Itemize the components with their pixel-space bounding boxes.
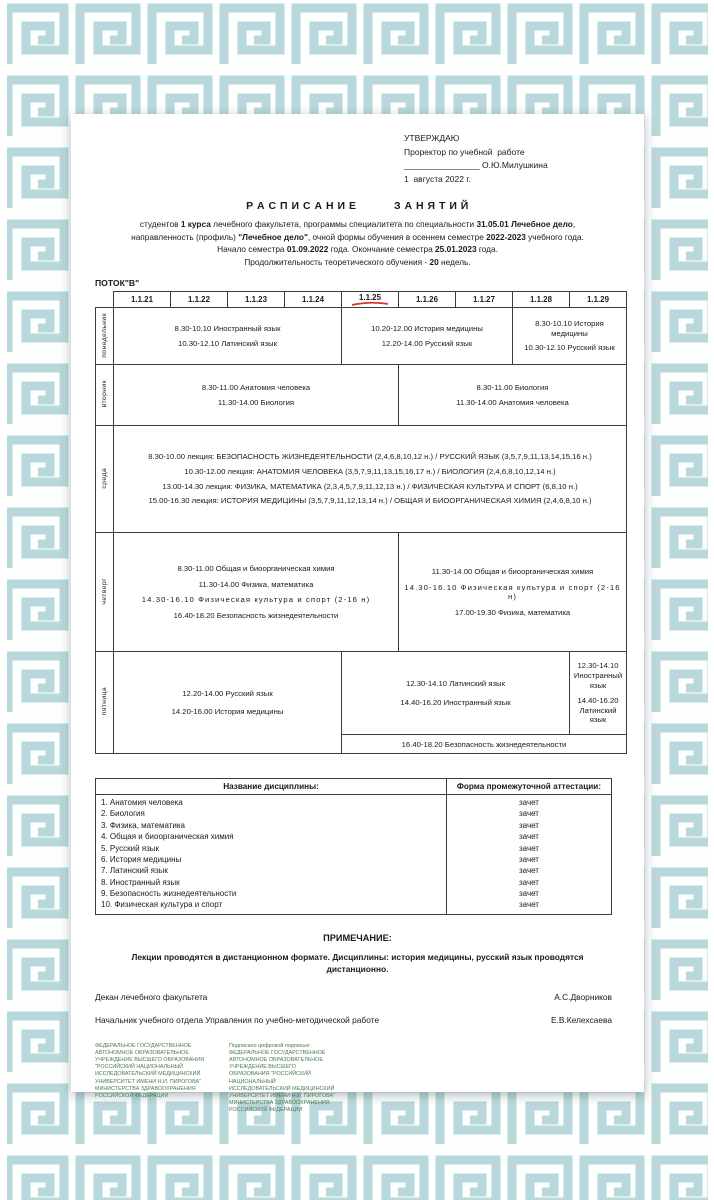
day-label-wednesday: среда xyxy=(96,426,114,533)
document-page xyxy=(71,114,644,1114)
date-header: 1.1.29 xyxy=(570,292,627,308)
lesson: 11.30-14.00 Анатомия человека xyxy=(456,397,569,407)
wednesday-row xyxy=(96,426,627,533)
right-edge-strip xyxy=(708,0,714,1200)
approval-date: 1 августа 2022 г. xyxy=(404,173,471,184)
note-body: Лекции проводятся в дистанционном формате. Дисциплины: история медицины, русский язык проводятся дистанционно. xyxy=(131,951,584,975)
disciplines-name-header: Название дисциплины: xyxy=(96,779,447,795)
thursday-row xyxy=(96,533,627,652)
discipline-item: 6. История медицины xyxy=(101,854,182,864)
lesson: 11.30-14.00 Биология xyxy=(217,397,295,407)
friday-bottom-cell: 16.40-18.20 Безопасность жизнедеятельности xyxy=(342,735,627,754)
lesson: 14.30-16.10 Физическая культура и спорт (2-16 н) xyxy=(404,582,621,602)
stamp-organization: ФЕДЕРАЛЬНОЕ ГОСУДАРСТВЕННОЕ АВТОНОМНОЕ ОБРАЗОВАТЕЛЬНОЕ УЧРЕЖДЕНИЕ ВЫСШЕГО ОБРАЗОВАНИЯ "РОССИЙСКИЙ НАЦИОНАЛЬНЫЙ ИССЛЕДОВАТЕЛЬСКИЙ МЕДИЦИНСКИЙ УНИВЕРСИТЕТ ИМЕНИ Н.И. ПИРОГОВА" МИНИСТЕРСТВА ЗДРАВООХРАНЕНИЯ РОССИЙСКОЙ ФЕДЕРАЦИИ xyxy=(95,1042,204,1099)
date-header: 1.1.22 xyxy=(171,292,228,308)
date-header-row xyxy=(96,292,627,308)
disciplines-header-row xyxy=(96,779,612,795)
tuesday-cell-2 xyxy=(399,365,627,426)
day-label-thursday: четверг xyxy=(96,533,114,652)
monday-cell-1 xyxy=(114,308,342,365)
attestation-list xyxy=(447,795,612,915)
attestation-value: зачет xyxy=(519,866,539,876)
lecture: 10.30-12.00 лекция: АНАТОМИЯ ЧЕЛОВЕКА (3,5,7,9,11,13,15,16,17 н.) / БИОЛОГИЯ (2,4,6,8,10,12,14 н.) xyxy=(184,467,556,476)
friday-cell-3 xyxy=(570,652,627,735)
signature-role: Декан лечебного факультета xyxy=(95,991,208,1002)
stamp-signed-by: Подписано цифровой подписью: ФЕДЕРАЛЬНОЕ ГОСУДАРСТВЕННОЕ АВТОНОМНОЕ ОБРАЗОВАТЕЛЬНОЕ УЧРЕЖДЕНИЕ ВЫСШЕГО ОБРАЗОВАНИЯ "РОССИЙСКИЙ НАЦИОНАЛЬНЫЙ ИССЛЕДОВАТЕЛЬСКИЙ МЕДИЦИНСКИЙ УНИВЕРСИТЕТ ИМЕНИ Н.И. ПИРОГОВА" МИНИСТЕРСТВА ЗДРАВООХРАНЕНИЯ РОССИЙСКОЙ ФЕДЕРАЦИИ xyxy=(229,1042,336,1114)
page-title: Р А С П И С А Н И Е З А Н Я Т И Й xyxy=(246,200,469,213)
subtitle-block xyxy=(95,218,620,268)
date-header: 1.1.28 xyxy=(513,292,570,308)
lesson: 8.30-10.10 Иностранный язык xyxy=(174,324,281,333)
date-header: 1.1.26 xyxy=(399,292,456,308)
attestation-value: зачет xyxy=(519,889,539,898)
wednesday-cell xyxy=(114,426,627,533)
subtitle-line: Начало семестра 01.09.2022 года. Окончание семестра 25.01.2023 года. xyxy=(217,244,498,255)
discipline-item: 2. Биология xyxy=(101,809,145,819)
date-header: 1.1.23 xyxy=(228,292,285,308)
attestation-value: зачет xyxy=(519,843,539,853)
disciplines-list xyxy=(96,795,447,915)
lesson: 12.20-14.00 Русский язык xyxy=(182,688,273,698)
lecture: 13.00-14.30 лекция: ФИЗИКА, МАТЕМАТИКА (2,3,4,5,7,9,11,12,13 н.) / ФИЗИЧЕСКАЯ КУЛЬТУРА И СПОРТ (6,8,10 н.) xyxy=(162,481,578,491)
lesson: 8.30-11.00 Общая и биоорганическая химия xyxy=(177,563,335,573)
lesson: 16.40-18.20 Безопасность жизнедеятельности xyxy=(173,610,339,620)
subtitle-line: Продолжительность теоретического обучения - 20 недель. xyxy=(244,256,471,267)
attestation-value: зачет xyxy=(519,854,539,864)
lesson: 8.30-11.00 Анатомия человека xyxy=(201,383,311,392)
subtitle-line: направленность (профиль) "Лечебное дело", очной формы обучения в осеннем семестре 2022-2023 учебного года. xyxy=(131,231,584,242)
lesson: 12.30-14.10 Иностранный язык xyxy=(573,661,623,690)
friday-row xyxy=(96,652,627,735)
attestation-value: зачет xyxy=(519,798,539,808)
attestation-value: зачет xyxy=(519,877,539,887)
signature-row-dean xyxy=(95,992,620,1002)
approval-block xyxy=(404,132,614,186)
day-label-tuesday: вторник xyxy=(96,365,114,426)
signature-row-head xyxy=(95,1015,620,1025)
lesson: 11.30-14.00 Физика, математика xyxy=(198,579,314,589)
friday-cell-2 xyxy=(342,652,570,735)
discipline-item: 8. Иностранный язык xyxy=(101,877,180,887)
discipline-item: 3. Физика, математика xyxy=(101,820,185,830)
lesson: 14.40-16.20 Латинский язык xyxy=(577,696,619,725)
monday-cell-3 xyxy=(513,308,627,365)
disciplines-form-header: Форма промежуточной аттестации: xyxy=(447,779,612,795)
schedule-table xyxy=(95,291,627,754)
date-header: 1.1.27 xyxy=(456,292,513,308)
discipline-item: 9. Безопасность жизнедеятельности xyxy=(101,889,237,898)
disciplines-table xyxy=(95,778,612,915)
lesson: 10.30-12.10 Латинский язык xyxy=(178,338,277,348)
lesson: 8.30-10.10 История медицины xyxy=(535,319,604,338)
signature-name: А.С.Дворников xyxy=(554,991,612,1002)
stream-label: ПОТОК"В" xyxy=(95,278,140,289)
monday-row xyxy=(96,308,627,365)
note-heading: ПРИМЕЧАНИЕ: xyxy=(323,932,392,943)
lesson: 14.20-16.00 История медицины xyxy=(171,707,284,717)
discipline-item: 1. Анатомия человека xyxy=(101,798,183,808)
discipline-item: 4. Общая и биоорганическая химия xyxy=(101,832,234,842)
thursday-cell-2 xyxy=(399,533,627,652)
attestation-value: зачет xyxy=(519,832,539,842)
friday-cell-1 xyxy=(114,652,342,754)
approver-role: Проректор по учебной работе xyxy=(404,146,525,157)
lesson: 8.30-11.00 Биология xyxy=(476,383,549,392)
day-label-monday: понедельник xyxy=(96,308,114,365)
signature-role: Начальник учебного отдела Управления по учебно-методической работе xyxy=(95,1014,380,1025)
lesson: 17.00-19.30 Физика, математика xyxy=(454,607,571,617)
lesson: 11.30-14.00 Общая и биоорганическая химия xyxy=(431,566,594,576)
left-edge-strip xyxy=(0,0,7,1200)
signature-name: Е.В.Келехсаева xyxy=(550,1014,612,1025)
discipline-item: 10. Физическая культура и спорт xyxy=(101,900,223,910)
lesson: 10.30-12.10 Русский язык xyxy=(524,343,615,353)
subtitle-line: студентов 1 курса лечебного факультета, программы специалитета по специальности 31.05.01 Лечебное дело, xyxy=(139,219,576,230)
table-row xyxy=(96,795,612,915)
day-label-friday: пятница xyxy=(96,652,114,754)
date-header: 1.1.21 xyxy=(114,292,171,308)
lesson: 12.30-14.10 Латинский язык xyxy=(406,679,505,688)
tuesday-row xyxy=(96,365,627,426)
tuesday-cell-1 xyxy=(114,365,399,426)
attestation-value: зачет xyxy=(519,809,539,819)
thursday-cell-1 xyxy=(114,533,399,652)
lesson: 12.20-14.00 Русский язык xyxy=(381,338,473,348)
approval-signature-line: ________________ О.Ю.Милушкина xyxy=(404,160,548,171)
lecture: 8.30-10.00 лекция: БЕЗОПАСНОСТЬ ЖИЗНЕДЕЯТЕЛЬНОСТИ (2,4,6,8,10,12 н.) / РУССКИЙ ЯЗЫК (3,5,7,9,11,13,14,15,16 н.) xyxy=(148,452,592,462)
lesson: 10.20-12.00 История медицины xyxy=(371,324,483,333)
attestation-value: зачет xyxy=(519,900,539,910)
empty-corner-cell xyxy=(96,292,114,308)
digital-signature-stamp xyxy=(95,1043,620,1114)
date-header: 1.1.24 xyxy=(285,292,342,308)
approval-label: УТВЕРЖДАЮ xyxy=(404,133,460,143)
lecture: 15.00-16.30 лекция: ИСТОРИЯ МЕДИЦИНЫ (3,5,7,9,11,12,13,14 н.) / ОБЩАЯ И БИООРГАНИЧЕСКАЯ ХИМИЯ (2,4,6,8,10 н.) xyxy=(148,496,592,506)
attestation-value: зачет xyxy=(519,820,539,830)
discipline-item: 5. Русский язык xyxy=(101,843,160,853)
lesson: 14.40-16.20 Иностранный язык xyxy=(400,697,511,707)
discipline-item: 7. Латинский язык xyxy=(101,866,168,876)
date-header-marked: 1.1.25 xyxy=(342,292,399,308)
lesson: 14.30-16.10 Физическая культура и спорт (2-16 н) xyxy=(141,595,371,605)
monday-cell-2 xyxy=(342,308,513,365)
